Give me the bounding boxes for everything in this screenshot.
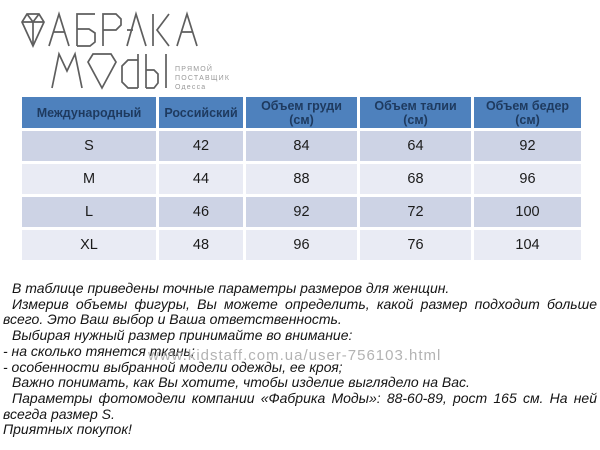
logo-tagline-line2: ПОСТАВЩИК — [175, 75, 231, 82]
note-paragraph-6: Приятных покупок! — [3, 421, 132, 438]
cell-size: S — [22, 131, 156, 161]
cell-size: L — [22, 197, 156, 227]
col-header-russian: Российский — [159, 97, 243, 128]
cell-waist: 76 — [360, 230, 471, 260]
table-row-m — [22, 164, 581, 194]
size-table — [19, 94, 584, 263]
note-paragraph-3: Выбирая нужный размер принимайте во внимание: — [12, 327, 353, 344]
cell-chest: 88 — [246, 164, 357, 194]
cell-russian: 48 — [159, 230, 243, 260]
table-row-s — [22, 131, 581, 161]
cell-hips: 104 — [474, 230, 581, 260]
note-paragraph-2: Измерив объемы фигуры, Вы можете определить, какой размер подходит больше всего. Это Ваш выбор и Ваша ответственность. — [3, 295, 597, 328]
table-row-xl — [22, 230, 581, 260]
cell-waist: 68 — [360, 164, 471, 194]
cell-chest: 84 — [246, 131, 357, 161]
cell-russian: 44 — [159, 164, 243, 194]
note-bullet-1: - на сколько тянется ткань; — [3, 342, 195, 359]
logo-tagline-line3: Одесса — [175, 84, 207, 90]
note-paragraph-1: В таблице приведены точные параметры размеров для женщин. — [12, 280, 450, 296]
col-header-chest: Объем груди (см) — [246, 97, 357, 128]
watermark-url: www.kidstaff.com.ua/user-756103.html — [148, 347, 442, 364]
cell-russian: 46 — [159, 197, 243, 227]
cell-hips: 96 — [474, 164, 581, 194]
logo — [20, 10, 242, 90]
note-bullet-2: - особенности выбранной модели одежды, ее кроя; — [3, 358, 343, 375]
cell-russian: 42 — [159, 131, 243, 161]
cell-chest: 92 — [246, 197, 357, 227]
cell-hips: 100 — [474, 197, 581, 227]
table-header-row — [22, 97, 581, 128]
cell-chest: 96 — [246, 230, 357, 260]
cell-waist: 72 — [360, 197, 471, 227]
cell-waist: 64 — [360, 131, 471, 161]
cell-size: XL — [22, 230, 156, 260]
note-paragraph-5: Параметры фотомодели компании «Фабрика Моды»: 88-60-89, рост 165 см. На ней всегда размер S. — [3, 389, 597, 422]
logo-tagline-line1: ПРЯМОЙ — [175, 66, 214, 73]
col-header-hips: Объем бедер (см) — [474, 97, 581, 128]
cell-size: M — [22, 164, 156, 194]
col-header-waist: Объем талии (см) — [360, 97, 471, 128]
logo-wordmark-graphic — [20, 10, 242, 90]
note-paragraph-4: Важно понимать, как Вы хотите, чтобы изделие выглядело на Вас. — [12, 374, 470, 391]
cell-hips: 92 — [474, 131, 581, 161]
table-row-l — [22, 197, 581, 227]
col-header-international: Международный — [22, 97, 156, 128]
